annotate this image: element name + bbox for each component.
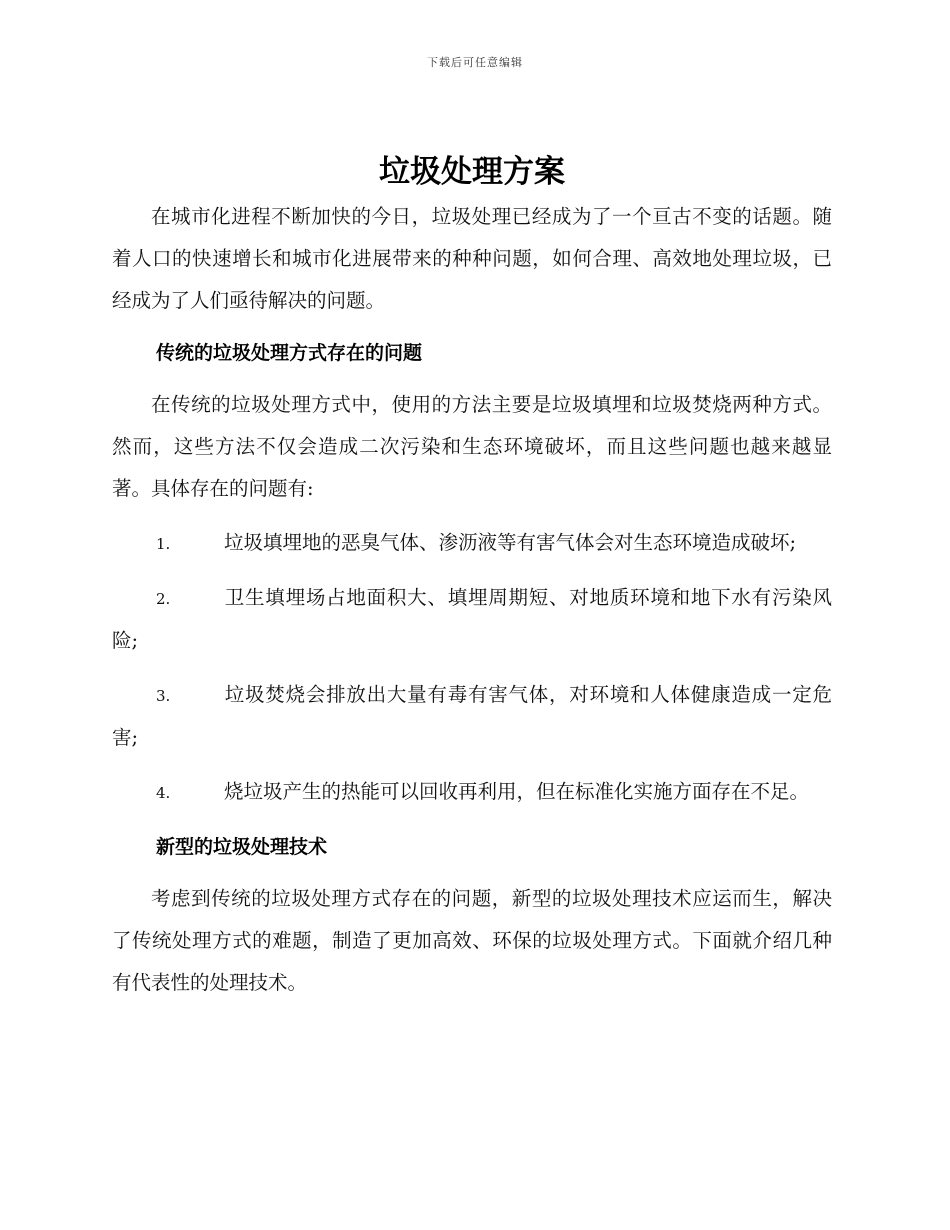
section-heading-new-tech: 新型的垃圾处理技术 — [156, 836, 328, 858]
list-item-text: 垃圾填埋地的恶臭气体、渗沥液等有害气体会对生态环境造成破坏; — [224, 531, 797, 554]
list-item — [112, 522, 832, 565]
spacer — [112, 814, 832, 826]
header-note: 下载后可任意编辑 — [427, 56, 523, 69]
document-body — [112, 148, 832, 1004]
spacer — [112, 565, 832, 577]
list-item — [112, 771, 832, 814]
spacer — [112, 510, 832, 522]
section2-paragraph: 考虑到传统的垃圾处理方式存在的问题，新型的垃圾处理技术应运而生，解决了传统处理方式的难题，制造了更加高效、环保的垃圾处理方式。下面就介绍几种有代表性的处理技术。 — [112, 887, 832, 994]
spacer — [112, 374, 832, 384]
spacer — [112, 662, 832, 674]
spacer — [112, 868, 832, 878]
spacer — [112, 322, 832, 332]
intro-paragraph: 在城市化进程不断加快的今日，垃圾处理已经成为了一个亘古不变的话题。随着人口的快速增长和城市化进展带来的种种问题，如何合理、高效地处理垃圾，已经成为了人们亟待解决的问题。 — [112, 205, 832, 312]
list-item-text: 垃圾焚烧会排放出大量有毒有害气体，对环境和人体健康造成一定危害; — [112, 683, 832, 749]
document-title: 垃圾处理方案 — [379, 154, 565, 190]
section1-paragraph: 在传统的垃圾处理方式中，使用的方法主要是垃圾填埋和垃圾焚烧两种方式。然而，这些方法不仅会造成二次污染和生态环境破坏，而且这些问题也越来越显著。具体存在的问题有: — [112, 393, 832, 500]
list-item-text: 卫生填埋场占地面积大、填埋周期短、对地质环境和地下水有污染风险; — [112, 586, 832, 652]
section-heading-traditional: 传统的垃圾处理方式存在的问题 — [156, 342, 423, 364]
list-item — [112, 577, 832, 662]
list-item-number: 4. — [156, 784, 171, 802]
list-item-text: 烧垃圾产生的热能可以回收再利用，但在标准化实施方面存在不足。 — [224, 780, 810, 803]
list-item-number: 3. — [156, 687, 171, 705]
list-item — [112, 674, 832, 759]
list-item-number: 2. — [156, 590, 171, 608]
list-item-number: 1. — [156, 535, 171, 553]
spacer — [112, 759, 832, 771]
